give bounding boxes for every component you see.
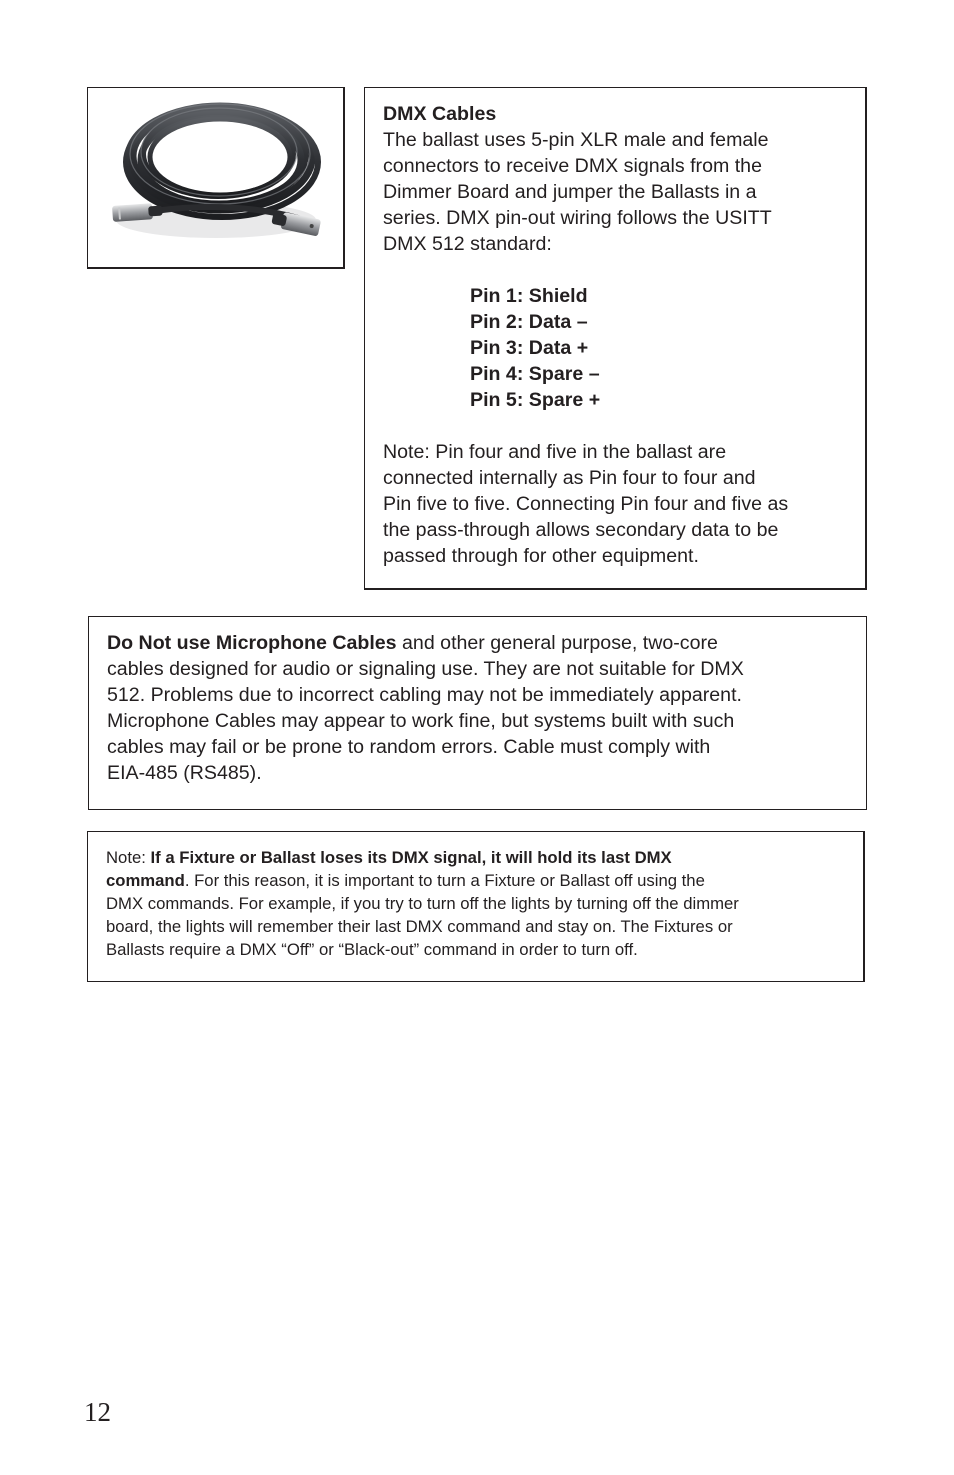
warning-line: cables may fail or be prone to random errors. Cable must comply with: [107, 736, 711, 758]
dmx-signal-loss-note-box: [87, 831, 865, 982]
note-line: [106, 869, 845, 892]
dmx-note-line: Pin five to five. Connecting Pin four and five as: [383, 493, 789, 515]
warning-line: Microphone Cables may appear to work fine, but systems built with such: [107, 710, 735, 732]
warning-line: 512. Problems due to incorrect cabling may not be immediately apparent.: [107, 684, 742, 706]
note-prefix: Note:: [106, 848, 151, 867]
xlr-cable-coil-photo: [98, 94, 334, 260]
note-line: board, the lights will remember their last DMX command and stay on. The Fixtures or: [106, 917, 733, 936]
pinout-item: Pin 4: Spare –: [470, 363, 600, 385]
dmx-note-line: the pass-through allows secondary data to be: [383, 519, 779, 541]
note-line: [106, 846, 845, 869]
pinout-item: Pin 1: Shield: [470, 285, 588, 307]
note-line-rest: . For this reason, it is important to turn a Fixture or Ballast off using the: [184, 871, 705, 890]
pinout-item: Pin 3: Data +: [470, 337, 589, 359]
note-line: Ballasts require a DMX “Off” or “Black-out” command in order to turn off.: [106, 940, 638, 959]
note-line: DMX commands. For example, if you try to turn off the lights by turning off the dimmer: [106, 894, 739, 913]
dmx-note-line: passed through for other equipment.: [383, 545, 699, 567]
warning-line: cables designed for audio or signaling use. They are not suitable for DMX: [107, 658, 744, 680]
warning-lead: Do Not use Microphone Cables: [107, 632, 397, 654]
warning-line: EIA-485 (RS485).: [107, 762, 262, 784]
dmx-description-line: connectors to receive DMX signals from the: [383, 155, 762, 177]
dmx-note-line: Note: Pin four and five in the ballast are: [383, 441, 727, 463]
note-bold-text: command: [106, 871, 185, 890]
dmx-cables-box: [364, 87, 867, 590]
pinout-item: Pin 2: Data –: [470, 311, 588, 333]
dmx-description-line: The ballast uses 5-pin XLR male and female: [383, 129, 769, 151]
warning-line: [107, 630, 848, 656]
dmx-description-line: Dimmer Board and jumper the Ballasts in a: [383, 181, 757, 203]
note-bold-text: If a Fixture or Ballast loses its DMX signal, it will hold its last DMX: [150, 848, 672, 867]
dmx-cables-heading: DMX Cables: [383, 103, 497, 125]
dmx-note-line: connected internally as Pin four to four and: [383, 467, 756, 489]
microphone-cable-warning-box: [88, 616, 867, 810]
cable-photo-frame: [87, 87, 345, 269]
warning-line-rest: and other general purpose, two-core: [396, 632, 718, 654]
dmx-description-line: series. DMX pin-out wiring follows the USITT: [383, 207, 772, 229]
pinout-item: Pin 5: Spare +: [470, 389, 601, 411]
pinout-list: [470, 283, 847, 413]
page-number: 12: [84, 1397, 111, 1427]
dmx-description-line: DMX 512 standard:: [383, 233, 552, 255]
